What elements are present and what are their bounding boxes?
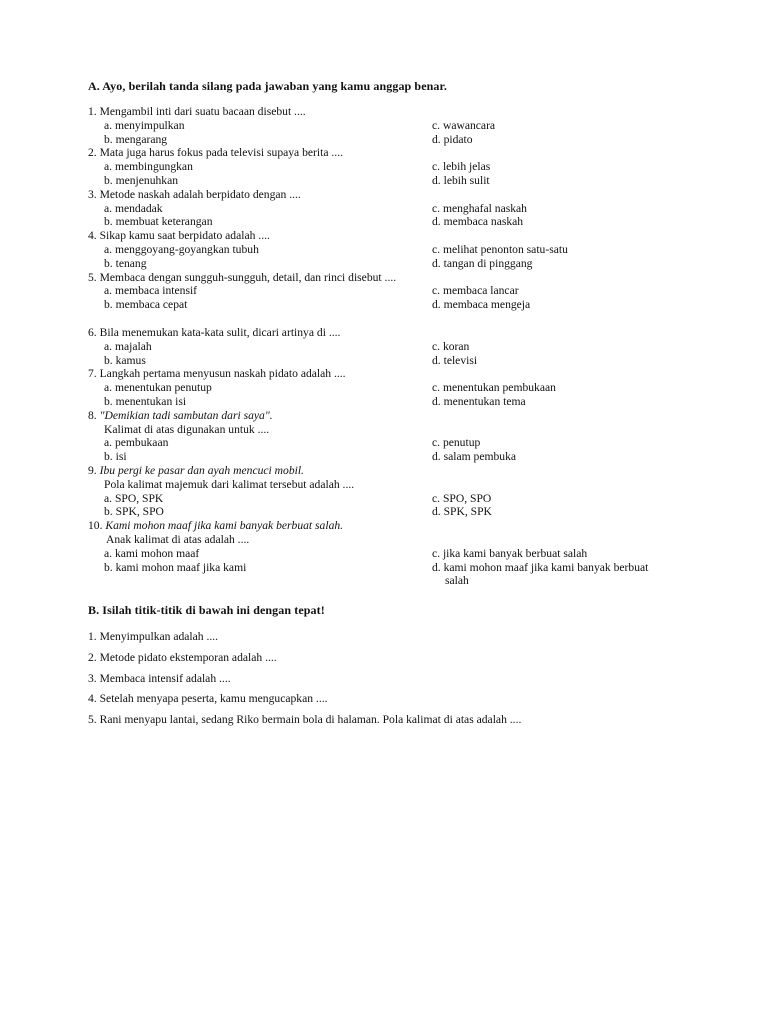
option-d bbox=[432, 561, 702, 589]
question-list bbox=[88, 105, 728, 588]
option-row bbox=[88, 381, 728, 395]
option-d: d. televisi bbox=[432, 353, 478, 367]
option-c: c. menghafal naskah bbox=[432, 201, 527, 215]
question-8 bbox=[88, 409, 728, 464]
question-text: 3. Metode naskah adalah berpidato dengan .... bbox=[88, 187, 301, 201]
option-row bbox=[88, 354, 728, 368]
option-c: c. membaca lancar bbox=[432, 284, 519, 298]
question-2 bbox=[88, 146, 728, 187]
option-c: c. penutup bbox=[432, 436, 481, 450]
essay-item-1: 1. Menyimpulkan adalah .... bbox=[88, 630, 219, 643]
option-row bbox=[88, 561, 728, 589]
question-1 bbox=[88, 105, 728, 146]
question-text: 2. Mata juga harus fokus pada televisi supaya berita .... bbox=[88, 146, 343, 160]
question-5 bbox=[88, 271, 728, 312]
option-d: d. menentukan tema bbox=[432, 394, 526, 408]
question-10 bbox=[88, 519, 728, 588]
option-d-text: d. kami mohon maaf jika kami banyak berbuat bbox=[432, 560, 649, 574]
question-text: 1. Mengambil inti dari suatu bacaan disebut .... bbox=[88, 105, 306, 118]
question-prompt: Kalimat di atas digunakan untuk .... bbox=[104, 422, 270, 436]
quoted-sentence: Kami mohon maaf jika kami banyak berbuat salah. bbox=[105, 519, 344, 533]
option-row bbox=[88, 243, 728, 257]
question-3 bbox=[88, 188, 728, 229]
option-row bbox=[88, 284, 728, 298]
question-text: 7. Langkah pertama menyusun naskah pidato adalah .... bbox=[88, 367, 346, 381]
option-b: b. kamus bbox=[104, 353, 146, 367]
option-row bbox=[88, 492, 728, 506]
option-c: c. koran bbox=[432, 339, 470, 353]
option-a: a. kami mohon maaf bbox=[104, 546, 200, 560]
option-row bbox=[88, 395, 728, 409]
option-b: b. menentukan isi bbox=[104, 394, 187, 408]
option-row bbox=[88, 202, 728, 216]
option-a: a. menentukan penutup bbox=[104, 381, 212, 395]
option-c: c. melihat penonton satu-satu bbox=[432, 242, 568, 256]
option-d: d. tangan di pinggang bbox=[432, 256, 533, 270]
option-a: a. mendadak bbox=[104, 201, 163, 215]
option-row bbox=[88, 450, 728, 464]
question-text: 4. Sikap kamu saat berpidato adalah .... bbox=[88, 229, 270, 243]
question-4 bbox=[88, 229, 728, 270]
option-d: d. membaca mengeja bbox=[432, 298, 531, 312]
option-row bbox=[88, 215, 728, 229]
option-a: a. membingungkan bbox=[104, 160, 193, 174]
option-c: c. jika kami banyak berbuat salah bbox=[432, 546, 588, 560]
option-a: a. majalah bbox=[104, 339, 152, 353]
question-6 bbox=[88, 326, 728, 367]
option-a: a. menyimpulkan bbox=[104, 118, 185, 132]
section-a-heading: A. Ayo, berilah tanda silang pada jawaban yang kamu anggap benar. bbox=[88, 79, 447, 93]
essay-list bbox=[88, 630, 728, 727]
option-c: c. wawancara bbox=[432, 118, 496, 132]
question-number: 10. bbox=[88, 519, 103, 533]
question-text: 5. Membaca dengan sungguh-sungguh, detail, dan rinci disebut .... bbox=[88, 270, 397, 284]
option-row bbox=[88, 257, 728, 271]
question-text: 6. Bila menemukan kata-kata sulit, dicari artinya di .... bbox=[88, 325, 341, 339]
option-row bbox=[88, 547, 728, 561]
option-b: b. SPK, SPO bbox=[104, 505, 164, 519]
section-a bbox=[88, 79, 728, 588]
option-d-wrap: salah bbox=[445, 574, 469, 588]
question-7 bbox=[88, 367, 728, 408]
option-b: b. membuat keterangan bbox=[104, 215, 213, 229]
question-text bbox=[88, 409, 728, 423]
option-c: c. menentukan pembukaan bbox=[432, 381, 556, 395]
question-number: 8. bbox=[88, 408, 97, 422]
option-row bbox=[88, 133, 728, 147]
essay-item-4: 4. Setelah menyapa peserta, kamu mengucapkan .... bbox=[88, 692, 328, 706]
option-d: d. SPK, SPK bbox=[432, 505, 492, 519]
option-b: b. mengarang bbox=[104, 132, 168, 146]
section-b-heading: B. Isilah titik-titik di bawah ini dengan tepat! bbox=[88, 603, 325, 617]
option-row bbox=[88, 160, 728, 174]
question-text bbox=[88, 519, 728, 533]
option-b: b. isi bbox=[104, 450, 127, 464]
option-b: b. tenang bbox=[104, 256, 147, 270]
essay-item-2: 2. Metode pidato ekstemporan adalah .... bbox=[88, 650, 277, 664]
option-row bbox=[88, 119, 728, 133]
option-b: b. kami mohon maaf jika kami bbox=[104, 560, 247, 574]
question-number: 9. bbox=[88, 463, 97, 477]
option-row bbox=[88, 298, 728, 312]
option-row bbox=[88, 174, 728, 188]
option-a: a. pembukaan bbox=[104, 436, 169, 450]
essay-item-3: 3. Membaca intensif adalah .... bbox=[88, 671, 231, 685]
essay-item-5: 5. Rani menyapu lantai, sedang Riko bermain bola di halaman. Pola kalimat di atas adalah .... bbox=[88, 713, 522, 727]
option-row bbox=[88, 340, 728, 354]
option-d: d. lebih sulit bbox=[432, 173, 490, 187]
question-prompt: Pola kalimat majemuk dari kalimat tersebut adalah .... bbox=[104, 477, 355, 491]
option-d: d. pidato bbox=[432, 132, 473, 146]
option-c: c. lebih jelas bbox=[432, 160, 491, 174]
option-d: d. membaca naskah bbox=[432, 215, 524, 229]
section-b bbox=[88, 603, 728, 734]
quoted-sentence: "Demikian tadi sambutan dari saya". bbox=[99, 408, 273, 422]
option-b: b. membaca cepat bbox=[104, 298, 188, 312]
option-d: d. salam pembuka bbox=[432, 450, 517, 464]
option-row bbox=[88, 505, 728, 519]
option-row bbox=[88, 436, 728, 450]
question-prompt: Anak kalimat di atas adalah .... bbox=[106, 532, 250, 546]
question-text bbox=[88, 464, 728, 478]
option-a: a. menggoyang-goyangkan tubuh bbox=[104, 242, 259, 256]
question-9 bbox=[88, 464, 728, 519]
option-a: a. SPO, SPK bbox=[104, 491, 164, 505]
option-a: a. membaca intensif bbox=[104, 284, 198, 298]
option-b: b. menjenuhkan bbox=[104, 173, 179, 187]
quoted-sentence: Ibu pergi ke pasar dan ayah mencuci mobil. bbox=[99, 463, 304, 477]
option-c: c. SPO, SPO bbox=[432, 491, 492, 505]
